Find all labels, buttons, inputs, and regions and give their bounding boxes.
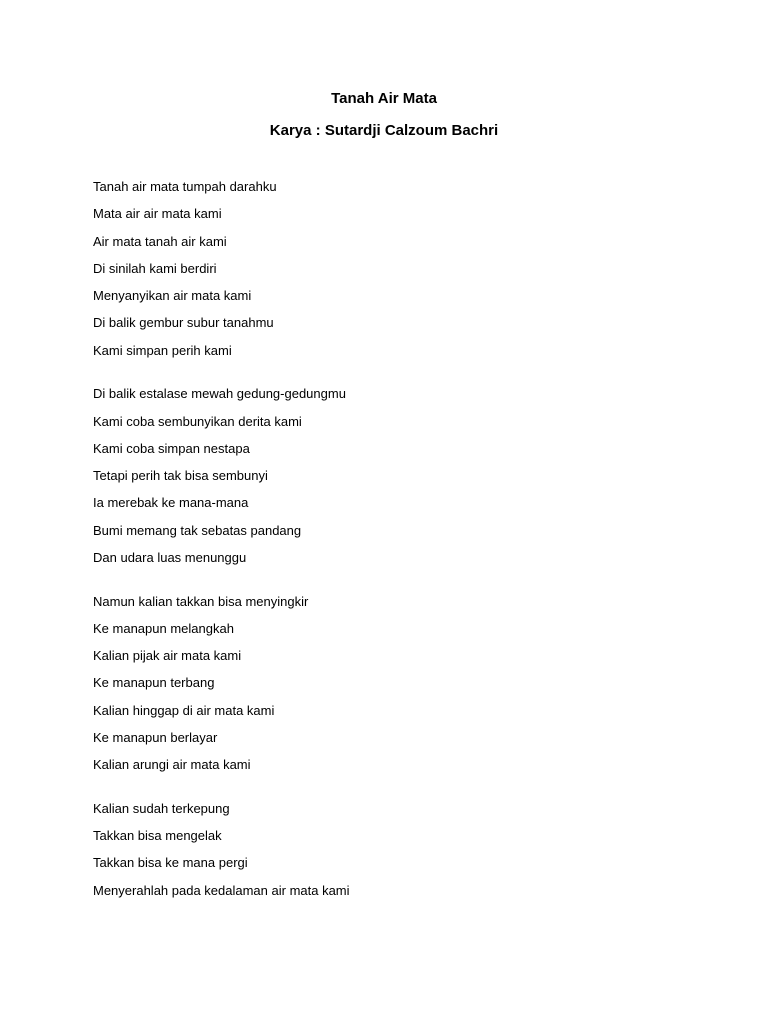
- poem-line: Dan udara luas menunggu: [93, 550, 247, 566]
- poem-line: Namun kalian takkan bisa menyingkir: [93, 593, 309, 609]
- poem-title: Tanah Air Mata: [331, 90, 437, 107]
- poem-line: Menyanyikan air mata kami: [93, 288, 252, 304]
- poem-line: Takkan bisa mengelak: [93, 828, 222, 844]
- poem-line: Di sinilah kami berdiri: [93, 260, 217, 276]
- poem-line: Takkan bisa ke mana pergi: [93, 855, 248, 871]
- poem-line: Air mata tanah air kami: [93, 233, 227, 249]
- poem-line: Tetapi perih tak bisa sembunyi: [93, 468, 268, 484]
- poem-line: Ke manapun melangkah: [93, 620, 234, 636]
- poem-line: Menyerahlah pada kedalaman air mata kami: [93, 882, 350, 898]
- poem-line: Kalian sudah terkepung: [93, 800, 230, 816]
- poem-author: Karya : Sutardji Calzoum Bachri: [269, 122, 499, 139]
- poem-line: Kalian hinggap di air mata kami: [93, 702, 275, 718]
- poem-line: Kami coba simpan nestapa: [93, 440, 250, 456]
- poem-line: Ke manapun berlayar: [93, 730, 218, 746]
- poem-line: Bumi memang tak sebatas pandang: [93, 522, 302, 538]
- poem-line: Di balik estalase mewah gedung-gedungmu: [93, 386, 346, 402]
- poem-line: Ke manapun terbang: [93, 675, 215, 691]
- poem-line: Ia merebak ke mana-mana: [93, 495, 249, 511]
- poem-body: [93, 179, 350, 926]
- poem-line: Kalian arungi air mata kami: [93, 757, 251, 773]
- stanza: [93, 179, 350, 359]
- stanza: [93, 801, 350, 899]
- stanza: [93, 594, 350, 774]
- poem-line: Kami simpan perih kami: [93, 342, 232, 358]
- poem-line: Kalian pijak air mata kami: [93, 648, 242, 664]
- poem-line: Mata air air mata kami: [93, 206, 222, 222]
- poem-line: Di balik gembur subur tanahmu: [93, 315, 274, 331]
- poem-line: Kami coba sembunyikan derita kami: [93, 413, 302, 429]
- poem-line: Tanah air mata tumpah darahku: [93, 179, 277, 194]
- stanza: [93, 386, 350, 566]
